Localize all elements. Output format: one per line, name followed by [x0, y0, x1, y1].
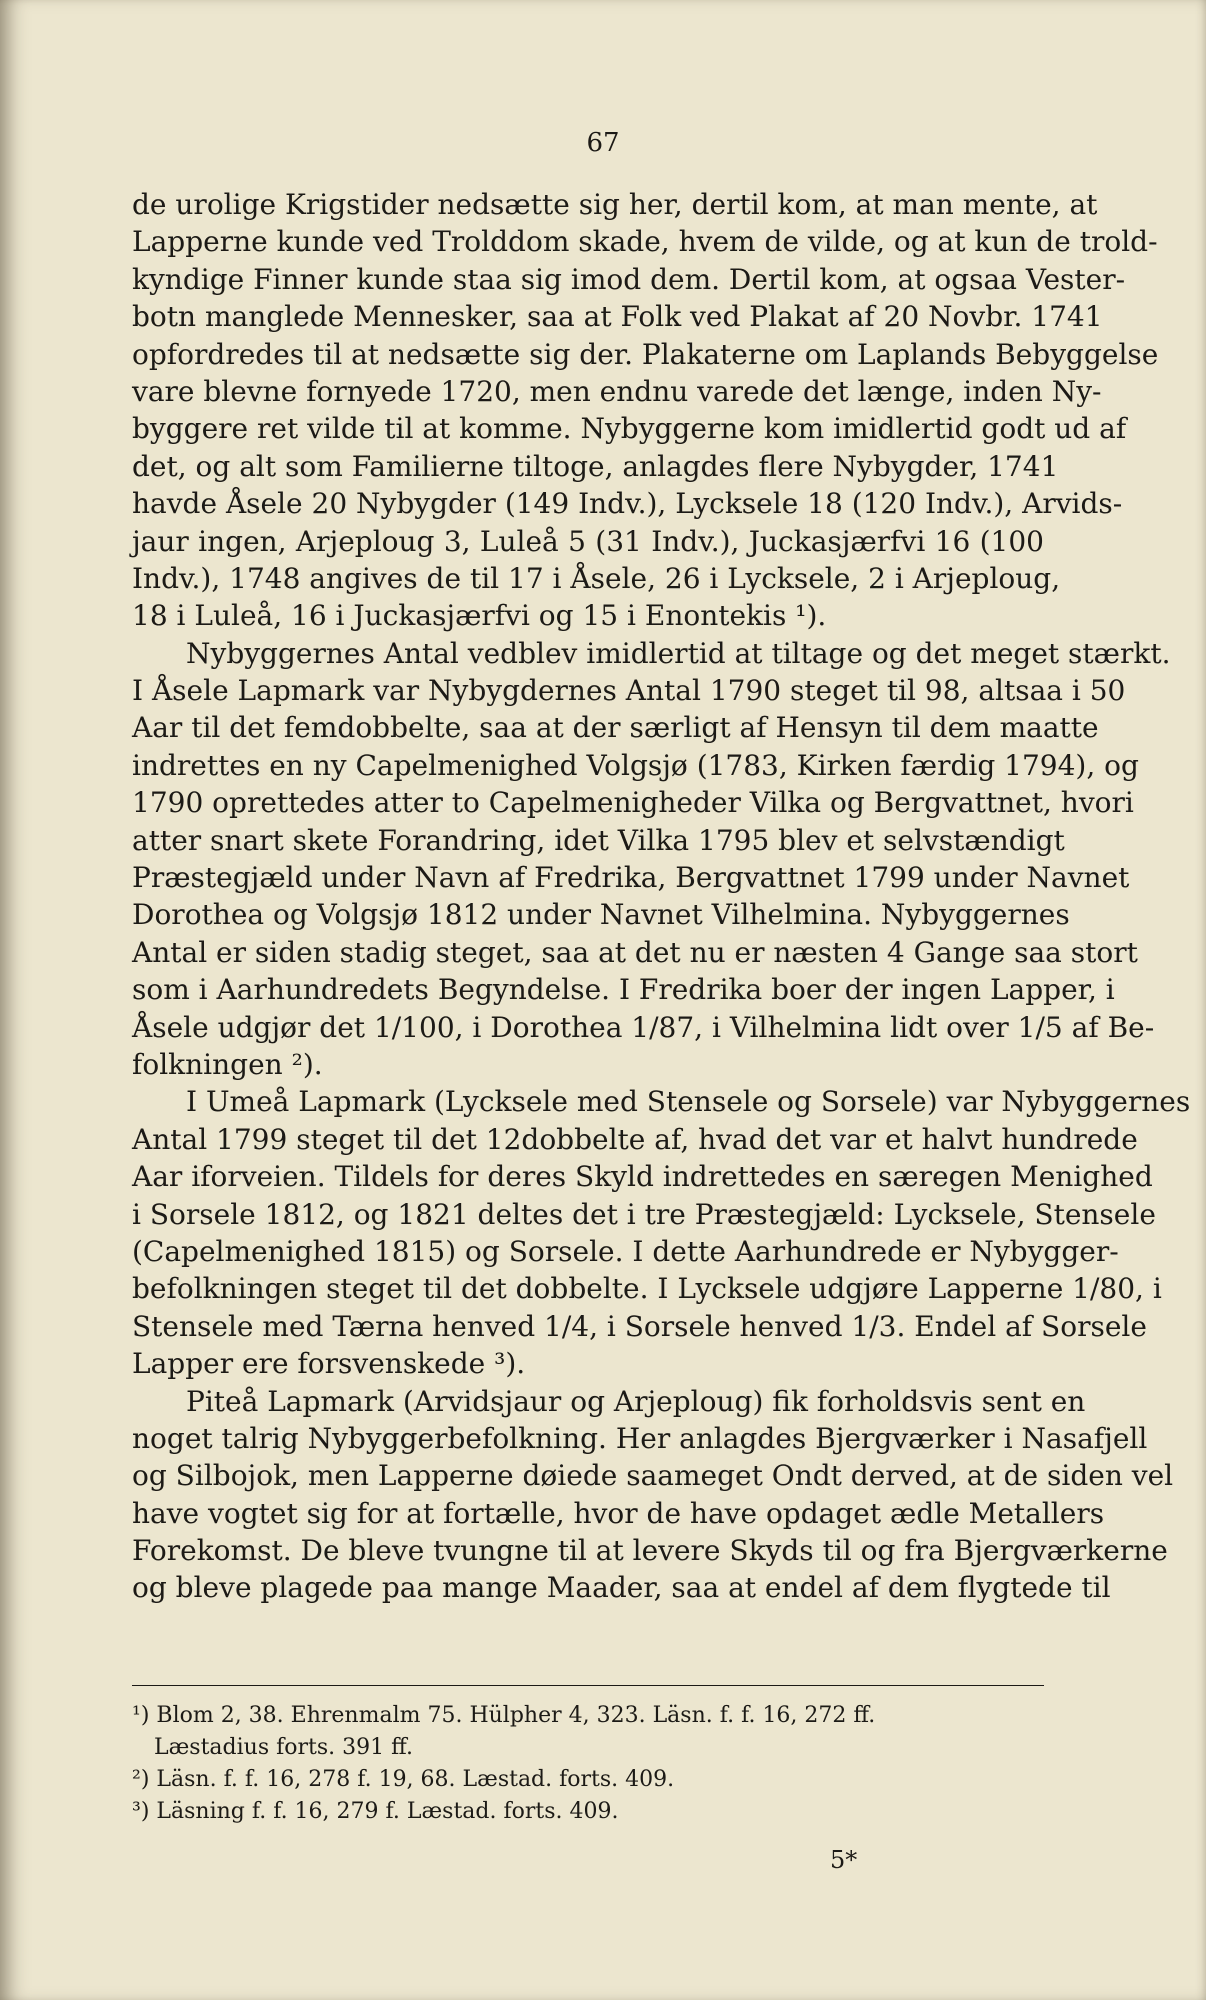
signature-mark: 5* — [830, 1846, 858, 1874]
footnote-line: ¹) Blom 2, 38. Ehrenmalm 75. Hülpher 4, 323. Läsn. f. f. 16, 272 ff. — [132, 1703, 876, 1728]
text-line: Forekomst. De bleve tvungne til at levere Skyds til og fra Bjergværkerne — [132, 1534, 1168, 1568]
footnote-divider — [132, 1685, 1044, 1686]
text-line: Præstegjæld under Navn af Fredrika, Bergvattnet 1799 under Navnet — [132, 861, 1130, 895]
text-line: Antal er siden stadig steget, saa at det nu er næsten 4 Gange saa stort — [132, 935, 1138, 969]
text-line: de urolige Krigstider nedsætte sig her, dertil kom, at man mente, at — [132, 188, 1098, 221]
text-line: I Umeå Lapmark (Lycksele med Stensele og Sorsele) var Nybyggernes — [186, 1085, 1191, 1119]
footnotes — [132, 1700, 1044, 1828]
text-line: i Sorsele 1812, og 1821 deltes det i tre Præstegjæld: Lycksele, Stensele — [132, 1197, 1156, 1231]
text-line: Lapper ere forsvenskede ³). — [132, 1347, 526, 1381]
page-number: 67 — [586, 128, 620, 158]
text-line: og Silbojok, men Lapperne døiede saameget Ondt derved, at de siden vel — [132, 1459, 1174, 1493]
text-line: byggere ret vilde til at komme. Nybyggerne kom imidlertid godt ud af — [132, 412, 1127, 446]
text-line: Lapperne kunde ved Trolddom skade, hvem de vilde, og at kun de trold- — [132, 225, 1158, 259]
footnote-line: ³) Läsning f. f. 16, 279 f. Læstad. forts. 409. — [132, 1799, 619, 1824]
text-line: Indv.), 1748 angives de til 17 i Åsele, 26 i Lycksele, 2 i Arjeploug, — [132, 561, 1061, 595]
text-line: Aar til det femdobbelte, saa at der særligt af Hensyn til dem maatte — [132, 711, 1099, 745]
text-line: folkningen ²). — [132, 1047, 323, 1081]
body-text — [132, 186, 1191, 1607]
text-line: det, og alt som Familierne tiltoge, anlagdes flere Nybygder, 1741 — [132, 449, 1059, 483]
text-line: Stensele med Tærna henved 1/4, i Sorsele henved 1/3. Endel af Sorsele — [132, 1309, 1147, 1343]
text-line: Dorothea og Volgsjø 1812 under Navnet Vilhelmina. Nybyggernes — [132, 898, 1070, 932]
text-line: 1790 oprettedes atter to Capelmenigheder Vilka og Bergvattnet, hvori — [132, 786, 1134, 820]
text-line: I Åsele Lapmark var Nybygdernes Antal 1790 steget til 98, altsaa i 50 — [132, 674, 1126, 708]
text-line: Piteå Lapmark (Arvidsjaur og Arjeploug) fik forholdsvis sent en — [186, 1384, 1086, 1418]
text-line: kyndige Finner kunde staa sig imod dem. Dertil kom, at ogsaa Vester- — [132, 262, 1126, 296]
text-line: Antal 1799 steget til det 12dobbelte af, hvad det var et halvt hundrede — [132, 1122, 1138, 1156]
text-line: og bleve plagede paa mange Maader, saa at endel af dem flygtede til — [132, 1571, 1111, 1605]
text-line: vare blevne fornyede 1720, men endnu varede det længe, inden Ny- — [132, 374, 1102, 408]
text-line: atter snart skete Forandring, idet Vilka 1795 blev et selvstændigt — [132, 823, 1065, 857]
text-line: 18 i Luleå, 16 i Juckasjærfvi og 15 i Enontekis ¹). — [132, 599, 827, 633]
text-line: befolkningen steget til det dobbelte. I Lycksele udgjøre Lapperne 1/80, i — [132, 1272, 1162, 1306]
text-line: have vogtet sig for at fortælle, hvor de have opdaget ædle Metallers — [132, 1496, 1105, 1530]
text-line: botn manglede Mennesker, saa at Folk ved Plakat af 20 Novbr. 1741 — [132, 300, 1103, 334]
text-line: Nybyggernes Antal vedblev imidlertid at tiltage og det meget stærkt. — [186, 636, 1171, 670]
text-line: jaur ingen, Arjeploug 3, Luleå 5 (31 Indv.), Juckasjærfvi 16 (100 — [132, 524, 1044, 558]
text-line: havde Åsele 20 Nybygder (149 Indv.), Lycksele 18 (120 Indv.), Arvids- — [132, 487, 1123, 521]
text-line: noget talrig Nybyggerbefolkning. Her anlagdes Bjergværker i Nasafjell — [132, 1421, 1148, 1455]
text-line: (Capelmenighed 1815) og Sorsele. I dette Aarhundrede er Nybygger- — [132, 1234, 1119, 1268]
text-line: som i Aarhundredets Begyndelse. I Fredrika boer der ingen Lapper, i — [132, 973, 1115, 1007]
text-line: opfordredes til at nedsætte sig der. Plakaterne om Laplands Bebyggelse — [132, 337, 1159, 371]
text-line: indrettes en ny Capelmenighed Volgsjø (1783, Kirken færdig 1794), og — [132, 748, 1139, 782]
text-line: Åsele udgjør det 1/100, i Dorothea 1/87, i Vilhelmina lidt over 1/5 af Be- — [132, 1010, 1155, 1044]
text-line: Aar iforveien. Tildels for deres Skyld indrettedes en særegen Menighed — [132, 1160, 1153, 1194]
footnote-line: ²) Läsn. f. f. 16, 278 f. 19, 68. Læstad. forts. 409. — [132, 1767, 675, 1792]
footnote-line: Læstadius forts. 391 ff. — [154, 1735, 413, 1760]
